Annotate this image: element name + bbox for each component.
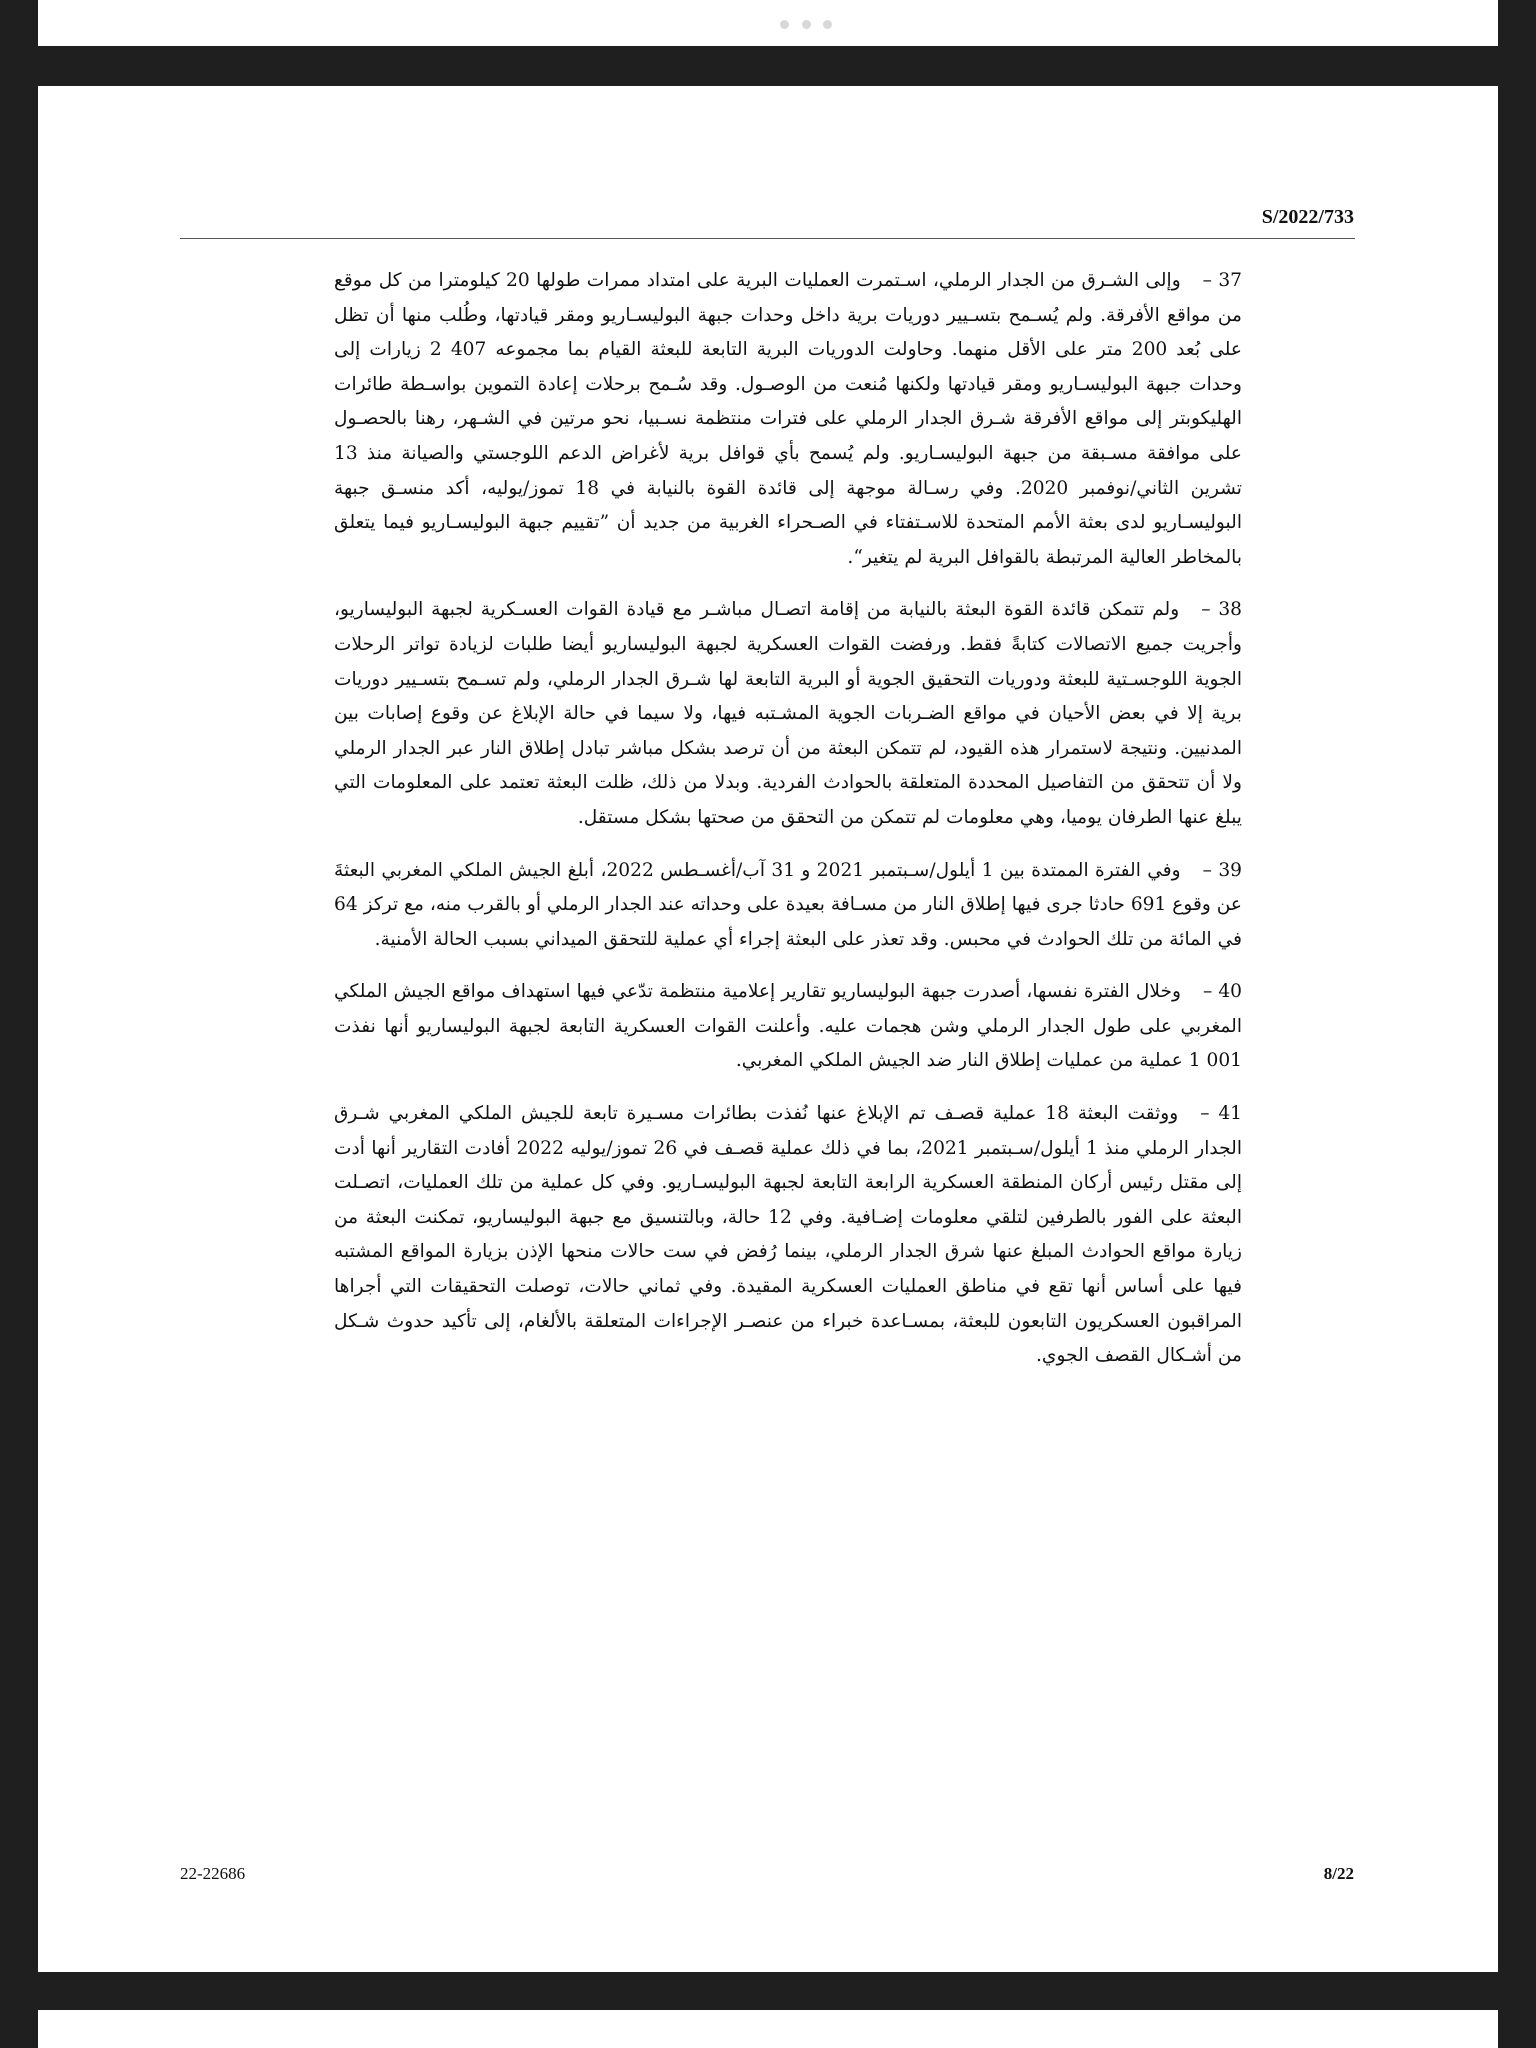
paragraph-number: 38 –: [1201, 599, 1242, 621]
document-page: [38, 86, 1498, 1972]
page-number: 8/22: [1323, 1864, 1354, 1883]
paragraph-text: وخلال الفترة نفسها، أصدرت جبهة البوليساريو تقارير إعلامية منتظمة تدّعي فيها استهداف مواقع الجيش الملكي المغربي على طول الجدار الرملي وشن هجمات عليه. وأعلنت القوات العسكرية التابعة لجبهة البوليساريو أنها نفذت 001 1 عملية من عمليات إطلاق النار ضد الجيش الملكي المغربي.: [334, 981, 1242, 1072]
paragraph: [334, 593, 1242, 835]
paragraph: [334, 1097, 1242, 1374]
document-symbol: S/2022/733: [1261, 206, 1354, 228]
paragraph-text: وفي الفترة الممتدة بين 1 أيلول/سـبتمبر 2021 و 31 آب/أغسـطس 2022، أبلغ الجيش الملكي المغربي البعثةَ عن وقوع 691 حادثا جرى فيها إطلاق النار من مسـافة بعيدة على وحداته عند الجدار الرملي أو بالقرب منه، مع تركز 64 في المائة من تلك الحوادث في محبس. وقد تعذر على البعثة إجراء أي عملية للتحقق الميداني بسبب الحالة الأمنية.: [334, 859, 1242, 950]
paragraph-text: ولم تتمكن قائدة القوة البعثة بالنيابة من إقامة اتصـال مباشـر مع قيادة القوات العسـكرية لجبهة البوليساريو، وأجريت جميع الاتصالات كتابةً فقط. ورفضت القوات العسكرية لجبهة البوليساريو أيضا طلبات لزيادة تواتر الرحلات الجوية اللوجسـتية للبعثة ودوريات التحقيق الجوية أو البرية التابعة لها شـرق الجدار الرملي، ولم تسـمح بتسـيير دوريات برية إلا في بعض الأحيان في مواقع الضـربات الجوية المشـتبه فيها، ولا سيما في حالة الإبلاغ عن وقوع إصابات بين المدنيين. ونتيجة لاستمرار هذه القيود، لم تتمكن البعثة من أن ترصد بشكل مباشر تبادل إطلاق النار عبر الجدار الرملي ولا أن تتحقق من التفاصيل المحددة المتعلقة بالحوادث الفردية. وبدلا من ذلك، ظلت البعثة تعتمد على المعلومات التي يبلغ عنها الطرفان يوميا، وهي معلومات لم تتمكن من التحقق من صحتها بشكل مستقل.: [334, 599, 1242, 828]
paragraph: [334, 975, 1242, 1079]
paragraph-number: 37 –: [1202, 270, 1242, 291]
paragraph-number: 40 –: [1202, 981, 1242, 1003]
document-code: 22-22686: [180, 1864, 246, 1883]
paragraph-number: 39 –: [1202, 859, 1242, 881]
header-divider: [180, 238, 1355, 239]
next-page-strip: [38, 2010, 1498, 2048]
previous-page-strip: [38, 0, 1498, 46]
paragraph: [334, 854, 1242, 958]
more-options-icon[interactable]: [780, 20, 832, 30]
paragraph-text: وإلى الشـرق من الجدار الرملي، اسـتمرت العمليات البرية على امتداد ممرات طولها 20 كيلومترا من كل موقع من مواقع الأفرقة. ولم يُسـمح بتسـيير دوريات برية داخل وحدات جبهة البوليسـاريو ومقر قيادتها، وطُلب منها أن تظل على بُعد 200 متر على الأقل منهما. وحاولت الدوريات البرية التابعة للبعثة القيام بما مجموعه 407 2 زيارات إلى وحدات جبهة البوليسـاريو ومقر قيادتها ولكنها مُنعت من الوصـول. وقد سُـمح برحلات إعادة التموين بواسـطة طائرات الهليكوبتر إلى مواقع الأفرقة شـرق الجدار الرملي على فترات منتظمة نسـبيا، نحو مرتين في الشـهر، رهنا بالحصـول على موافقة مسـبقة من جبهة البوليسـاريو. ولم يُسمح بأي قوافل برية لأغراض الدعم اللوجستي والصيانة منذ 13 تشرين الثاني/نوفمبر 2020. وفي رسـالة موجهة إلى قائدة القوة بالنيابة في 18 تموز/يوليه، أكد منسـق جبهة البوليسـاريو لدى بعثة الأمم المتحدة للاسـتفتاء في الصـحراء الغربية من جديد أن ”تقييم جبهة البوليسـاريو فيما يتعلق بالمخاطر العالية المرتبطة بالقوافل البرية لم يتغير“.: [334, 270, 1242, 568]
document-body: [334, 264, 1242, 1392]
paragraph: [334, 264, 1242, 575]
paragraph-number: 41 –: [1200, 1103, 1243, 1125]
paragraph-text: ووثقت البعثة 18 عملية قصـف تم الإبلاغ عنها نُفذت بطائرات مسـيرة تابعة للجيش الملكي المغربي شـرق الجدار الرملي منذ 1 أيلول/سـبتمبر 2021، بما في ذلك عملية قصـف في 26 تموز/يوليه 2022 أفادت التقارير أنها أدت إلى مقتل رئيس أركان المنطقة العسكرية الرابعة التابعة لجبهة البوليسـاريو. وفي كل عملية من تلك العمليات، اتصـلت البعثة على الفور بالطرفين لتلقي معلومات إضـافية. وفي 12 حالة، وبالتنسيق مع جبهة البوليساريو، تمكنت البعثة من زيارة مواقع الحوادث المبلغ عنها شرق الجدار الرملي، بينما رُفض في ست حالات منحها الإذن بزيارة المواقع المشتبه فيها على أساس أنها تقع في مناطق العمليات العسكرية المقيدة. وفي ثماني حالات، توصلت التحقيقات التي أجراها المراقبون العسكريون التابعون للبعثة، بمسـاعدة خبراء من عنصـر الإجراءات المتعلقة بالألغام، إلى تأكيد حدوث شـكل من أشـكال القصف الجوي.: [334, 1103, 1242, 1367]
